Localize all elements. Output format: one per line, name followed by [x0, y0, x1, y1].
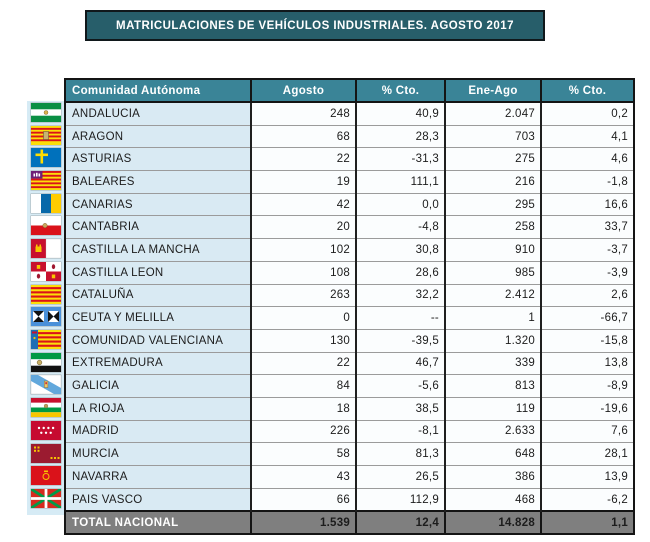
column-header: Comunidad Autónoma [65, 79, 251, 102]
flag-cell [27, 101, 64, 124]
value-cell: 58 [251, 443, 356, 466]
value-cell: 0,0 [356, 193, 445, 216]
value-cell: -8,9 [541, 375, 634, 398]
galicia-flag-icon [31, 375, 61, 394]
value-cell: 33,7 [541, 216, 634, 239]
value-cell: 248 [251, 102, 356, 125]
cataluna-flag-icon [31, 285, 61, 304]
value-cell: 20 [251, 216, 356, 239]
flag-cell [27, 283, 64, 306]
canarias-flag-icon [31, 194, 61, 213]
value-cell: 22 [251, 352, 356, 375]
value-cell: 339 [445, 352, 541, 375]
table-row [65, 171, 634, 194]
value-cell: 26,5 [356, 466, 445, 489]
value-cell: -39,5 [356, 329, 445, 352]
value-cell: 648 [445, 443, 541, 466]
table-row [65, 239, 634, 262]
value-cell: -6,2 [541, 488, 634, 511]
community-name-cell: EXTREMADURA [65, 352, 251, 375]
table-row [65, 375, 634, 398]
value-cell: 28,3 [356, 125, 445, 148]
flag-cell [27, 169, 64, 192]
value-cell: 38,5 [356, 397, 445, 420]
table-row [65, 420, 634, 443]
value-cell: 22 [251, 148, 356, 171]
table-row [65, 488, 634, 511]
community-name-cell: PAIS VASCO [65, 488, 251, 511]
community-name-cell: CATALUÑA [65, 284, 251, 307]
value-cell: 4,1 [541, 125, 634, 148]
value-cell: 30,8 [356, 239, 445, 262]
value-cell: 32,2 [356, 284, 445, 307]
murcia-flag-icon [31, 444, 61, 463]
total-value-cell: 12,4 [356, 511, 445, 534]
report-title-bar [85, 10, 545, 41]
flag-cell [27, 351, 64, 374]
value-cell: -- [356, 307, 445, 330]
value-cell: 108 [251, 261, 356, 284]
community-name-cell: BALEARES [65, 171, 251, 194]
value-cell: 258 [445, 216, 541, 239]
cantabria-flag-icon [31, 216, 61, 235]
value-cell: 985 [445, 261, 541, 284]
value-cell: 703 [445, 125, 541, 148]
value-cell: 263 [251, 284, 356, 307]
value-cell: -19,6 [541, 397, 634, 420]
castilla-leon-flag-icon [31, 262, 61, 281]
column-header: % Cto. [541, 79, 634, 102]
value-cell: 19 [251, 171, 356, 194]
value-cell: -15,8 [541, 329, 634, 352]
value-cell: 84 [251, 375, 356, 398]
value-cell: 13,9 [541, 466, 634, 489]
value-cell: 46,7 [356, 352, 445, 375]
baleares-flag-icon [31, 171, 61, 190]
flag-cell [27, 487, 64, 510]
community-name-cell: GALICIA [65, 375, 251, 398]
value-cell: 112,9 [356, 488, 445, 511]
asturias-flag-icon [31, 148, 61, 167]
value-cell: 119 [445, 397, 541, 420]
flag-cell [27, 328, 64, 351]
community-name-cell: ASTURIAS [65, 148, 251, 171]
valenciana-flag-icon [31, 330, 61, 349]
value-cell: 295 [445, 193, 541, 216]
flag-cell [27, 419, 64, 442]
table-row [65, 466, 634, 489]
value-cell: -5,6 [356, 375, 445, 398]
navarra-flag-icon [31, 466, 61, 485]
value-cell: 2,6 [541, 284, 634, 307]
community-name-cell: NAVARRA [65, 466, 251, 489]
value-cell: 4,6 [541, 148, 634, 171]
flag-cell [27, 192, 64, 215]
table-row [65, 261, 634, 284]
value-cell: 813 [445, 375, 541, 398]
column-header: Ene-Ago [445, 79, 541, 102]
value-cell: 28,6 [356, 261, 445, 284]
table-header-row [65, 79, 634, 102]
column-header: % Cto. [356, 79, 445, 102]
andalucia-flag-icon [31, 103, 61, 122]
la-rioja-flag-icon [31, 398, 61, 417]
value-cell: 68 [251, 125, 356, 148]
value-cell: 0 [251, 307, 356, 330]
value-cell: 2.633 [445, 420, 541, 443]
table-row [65, 193, 634, 216]
table-row [65, 397, 634, 420]
value-cell: 2.047 [445, 102, 541, 125]
community-name-cell: MADRID [65, 420, 251, 443]
value-cell: -8,1 [356, 420, 445, 443]
total-value-cell: 1.539 [251, 511, 356, 534]
flag-cell [27, 305, 64, 328]
value-cell: 7,6 [541, 420, 634, 443]
value-cell: 130 [251, 329, 356, 352]
community-name-cell: CASTILLA LEON [65, 261, 251, 284]
value-cell: 226 [251, 420, 356, 443]
total-value-cell: 14.828 [445, 511, 541, 534]
ceuta-melilla-flag-icon [31, 307, 61, 326]
value-cell: 216 [445, 171, 541, 194]
extremadura-flag-icon [31, 353, 61, 372]
table-row [65, 307, 634, 330]
madrid-flag-icon [31, 421, 61, 440]
total-row [65, 511, 634, 534]
community-name-cell: ARAGON [65, 125, 251, 148]
value-cell: -66,7 [541, 307, 634, 330]
flag-cell [27, 237, 64, 260]
flag-cell [27, 465, 64, 488]
value-cell: 275 [445, 148, 541, 171]
column-header: Agosto [251, 79, 356, 102]
table-row [65, 216, 634, 239]
community-name-cell: ANDALUCIA [65, 102, 251, 125]
table-row [65, 125, 634, 148]
value-cell: 1.320 [445, 329, 541, 352]
flag-cell [27, 215, 64, 238]
value-cell: -31,3 [356, 148, 445, 171]
community-name-cell: LA RIOJA [65, 397, 251, 420]
community-name-cell: MURCIA [65, 443, 251, 466]
community-name-cell: CEUTA Y MELILLA [65, 307, 251, 330]
flag-column [27, 101, 64, 515]
flag-cell [27, 374, 64, 397]
flag-cell [27, 146, 64, 169]
community-name-cell: CANTABRIA [65, 216, 251, 239]
value-cell: 18 [251, 397, 356, 420]
community-name-cell: CASTILLA LA MANCHA [65, 239, 251, 262]
community-name-cell: CANARIAS [65, 193, 251, 216]
total-value-cell: 1,1 [541, 511, 634, 534]
value-cell: -3,7 [541, 239, 634, 262]
castilla-la-mancha-flag-icon [31, 239, 61, 258]
value-cell: 42 [251, 193, 356, 216]
value-cell: 16,6 [541, 193, 634, 216]
value-cell: 910 [445, 239, 541, 262]
value-cell: 40,9 [356, 102, 445, 125]
value-cell: 28,1 [541, 443, 634, 466]
table-row [65, 102, 634, 125]
value-cell: 13,8 [541, 352, 634, 375]
value-cell: 43 [251, 466, 356, 489]
value-cell: 0,2 [541, 102, 634, 125]
value-cell: 468 [445, 488, 541, 511]
table-row [65, 148, 634, 171]
flag-cell [27, 124, 64, 147]
value-cell: 102 [251, 239, 356, 262]
flag-cell [27, 260, 64, 283]
value-cell: 386 [445, 466, 541, 489]
table-row [65, 352, 634, 375]
value-cell: 1 [445, 307, 541, 330]
table-row [65, 443, 634, 466]
registrations-table [64, 78, 635, 535]
value-cell: -1,8 [541, 171, 634, 194]
table-row [65, 329, 634, 352]
aragon-flag-icon [31, 126, 61, 145]
table-row [65, 284, 634, 307]
value-cell: 81,3 [356, 443, 445, 466]
flag-cell [27, 442, 64, 465]
total-label-cell: TOTAL NACIONAL [65, 511, 251, 534]
pais-vasco-flag-icon [31, 489, 61, 508]
flag-cell [27, 396, 64, 419]
value-cell: 66 [251, 488, 356, 511]
value-cell: -3,9 [541, 261, 634, 284]
report-title: MATRICULACIONES DE VEHÍCULOS INDUSTRIALES. AGOSTO 2017 [116, 19, 514, 32]
community-name-cell: COMUNIDAD VALENCIANA [65, 329, 251, 352]
value-cell: -4,8 [356, 216, 445, 239]
value-cell: 2.412 [445, 284, 541, 307]
value-cell: 111,1 [356, 171, 445, 194]
